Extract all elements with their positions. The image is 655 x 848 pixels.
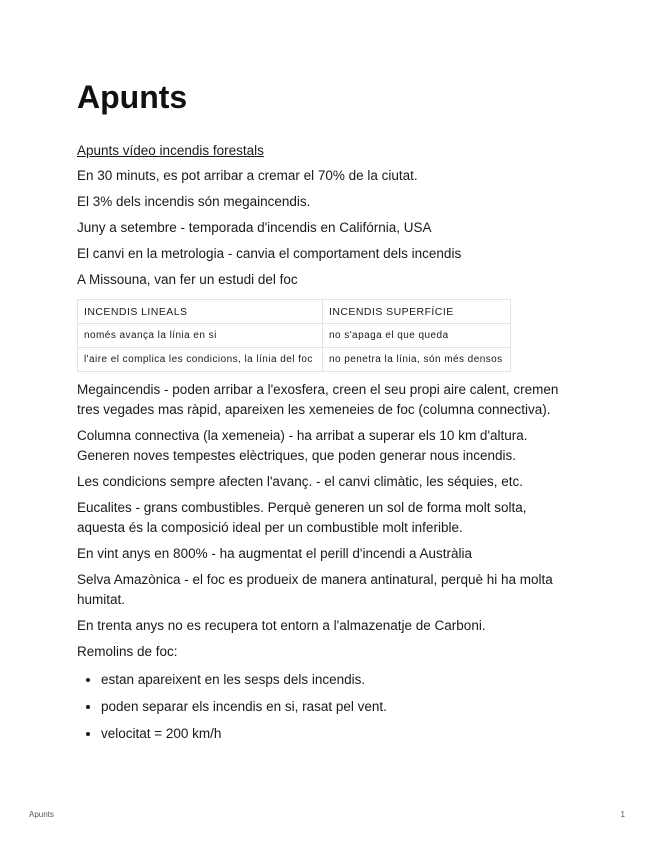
list-item: • velocitat = 200 km/h — [101, 724, 577, 744]
intro-line-4: El canvi en la metrologia - canvia el comportament dels incendis — [77, 246, 462, 261]
body-paragraph-5: En vint anys en 800% - ha augmentat el perill d'incendi a Austràlia — [77, 546, 473, 561]
page-title: Apunts — [77, 79, 188, 115]
fire-whirls-list — [77, 670, 577, 744]
table-cell: no penetra la línia, són més densos — [323, 348, 511, 372]
document-subtitle: Apunts vídeo incendis forestals — [77, 143, 264, 158]
body-paragraph-2: Columna connectiva (la xemeneia) - ha arribat a superar els 10 km d'altura. Generen noves tempestes elèctriques, que poden generar nous incendis. — [77, 428, 528, 463]
intro-line-3: Juny a setembre - temporada d'incendis en Califórnia, USA — [77, 220, 432, 235]
table-row — [78, 348, 511, 372]
table-cell: només avança la línia en si — [78, 324, 323, 348]
list-item: • poden separar els incendis en si, rasat pel vent. — [101, 697, 577, 717]
page-number: 1 — [620, 810, 625, 819]
fire-comparison-table — [77, 299, 511, 372]
intro-line-1: En 30 minuts, es pot arribar a cremar el 70% de la ciutat. — [77, 168, 418, 183]
body-paragraph-7: En trenta anys no es recupera tot entorn a l'almazenatje de Carboni. — [77, 618, 486, 633]
table-header-cell: INCENDIS SUPERFÍCIE — [323, 300, 511, 324]
table-header-row — [78, 300, 511, 324]
document-page — [77, 78, 577, 751]
intro-line-2: El 3% dels incendis són megaincendis. — [77, 194, 311, 209]
table-cell: l'aire el complica les condicions, la línia del foc — [78, 348, 323, 372]
table-cell: no s'apaga el que queda — [323, 324, 511, 348]
table-row — [78, 324, 511, 348]
table-header-cell: INCENDIS LINEALS — [78, 300, 323, 324]
body-paragraph-4: Eucalites - grans combustibles. Perquè generen un sol de forma molt solta, aquesta és la composició ideal per un combustible molt inferible. — [77, 500, 527, 535]
body-paragraph-6: Selva Amazònica - el foc es produeix de manera antinatural, perquè hi ha molta humitat. — [77, 572, 553, 607]
body-paragraph-1: Megaincendis - poden arribar a l'exosfera, creen el seu propi aire calent, cremen tres vegades mas ràpid, apareixen les xemeneies de foc (columna connectiva). — [77, 382, 559, 417]
body-paragraph-8: Remolins de foc: — [77, 644, 178, 659]
list-item: • estan apareixent en les sesps dels incendis. — [101, 670, 577, 690]
footer-label: Apunts — [29, 810, 54, 819]
intro-line-5: A Missouna, van fer un estudi del foc — [77, 272, 298, 287]
body-paragraph-3: Les condicions sempre afecten l'avanç. - el canvi climàtic, les séquies, etc. — [77, 474, 524, 489]
